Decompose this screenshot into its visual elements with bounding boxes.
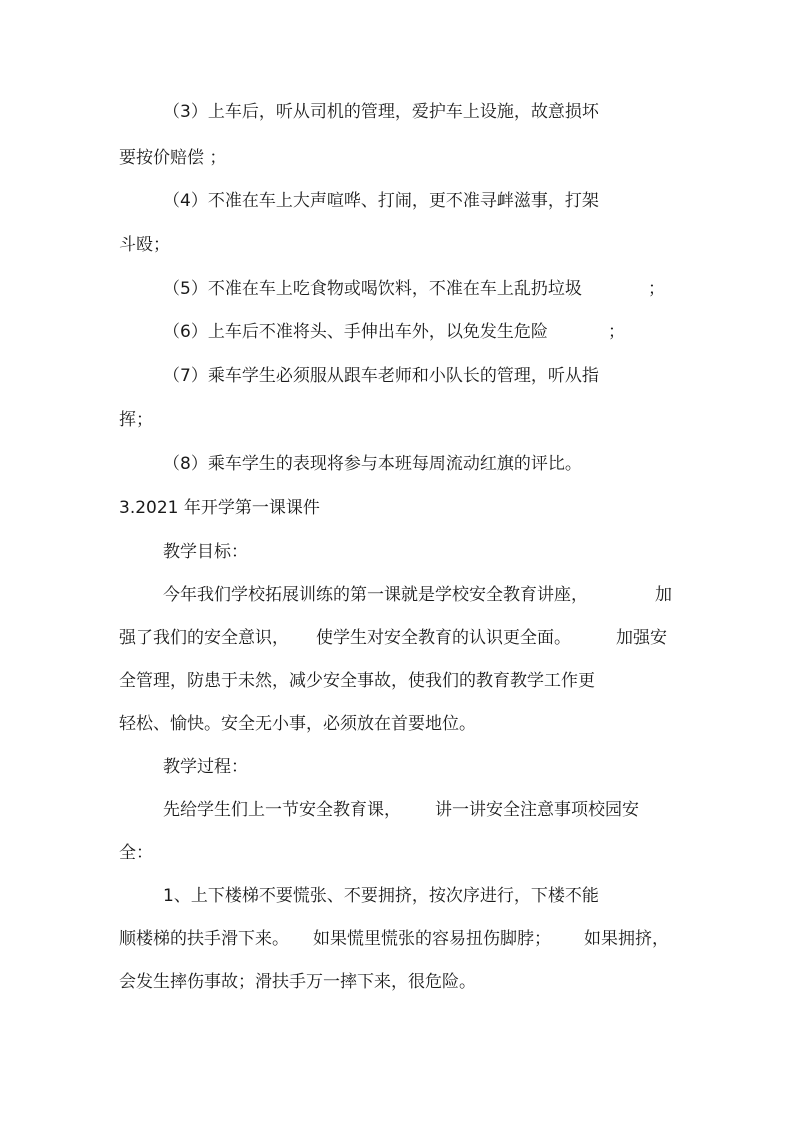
rule-4-line-2: 斗殴； bbox=[119, 235, 170, 255]
rule-3-line-1: （3）上车后，听从司机的管理，爱护车上设施，故意损坏 bbox=[163, 102, 599, 122]
goal-paragraph-line-4: 轻松、愉快。安全无小事，必须放在首要地位。 bbox=[119, 714, 476, 734]
item-1-line-1: 1、上下楼梯不要慌张、不要拥挤，按次序进行，下楼不能 bbox=[163, 886, 599, 906]
rule-7-line-1: （7）乘车学生必须服从跟车老师和小队长的管理，听从指 bbox=[163, 366, 599, 386]
rule-5-semicolon: ； bbox=[648, 279, 665, 299]
process-label: 教学过程： bbox=[163, 757, 248, 777]
goal-paragraph-line-3: 全管理，防患于未然，减少安全事故，使我们的教育教学工作更 bbox=[119, 671, 595, 691]
item-1-line-2b: 如果慌里慌张的容易扭伤脚脖； bbox=[313, 929, 551, 949]
item-1-line-2a: 顺楼梯的扶手滑下来。 bbox=[119, 929, 289, 949]
rule-5-line-1: （5）不准在车上吃食物或喝饮料，不准在车上乱扔垃圾 bbox=[163, 279, 582, 299]
rule-4-line-1: （4）不准在车上大声喧哗、打闹，更不准寻衅滋事，打架 bbox=[163, 191, 599, 211]
goal-paragraph-line-1b: 加 bbox=[655, 585, 672, 605]
rule-7-line-2: 挥； bbox=[119, 410, 153, 430]
goal-label: 教学目标： bbox=[163, 542, 248, 562]
process-paragraph-line-1b: 讲一讲安全注意事项校园安 bbox=[435, 800, 639, 820]
goal-paragraph-line-2a: 强了我们的安全意识， bbox=[119, 628, 289, 648]
process-paragraph-line-2: 全： bbox=[119, 843, 153, 863]
goal-paragraph-line-1a: 今年我们学校拓展训练的第一课就是学校安全教育讲座， bbox=[163, 585, 588, 605]
rule-6-semicolon: ； bbox=[608, 322, 625, 342]
rule-8-line-1: （8）乘车学生的表现将参与本班每周流动红旗的评比。 bbox=[163, 454, 582, 474]
section-heading: 3.2021 年开学第一课课件 bbox=[119, 498, 320, 518]
goal-paragraph-line-2c: 加强安 bbox=[616, 628, 667, 648]
process-paragraph-line-1a: 先给学生们上一节安全教育课， bbox=[163, 800, 401, 820]
rule-3-line-2: 要按价赔偿 ； bbox=[119, 148, 227, 168]
rule-6-line-1: （6）上车后不准将头、手伸出车外，以免发生危险 bbox=[163, 322, 548, 342]
item-1-line-3: 会发生摔伤事故；滑扶手万一摔下来，很危险。 bbox=[119, 972, 476, 992]
item-1-line-2c: 如果拥挤， bbox=[584, 929, 669, 949]
goal-paragraph-line-2b: 使学生对安全教育的认识更全面。 bbox=[316, 628, 571, 648]
